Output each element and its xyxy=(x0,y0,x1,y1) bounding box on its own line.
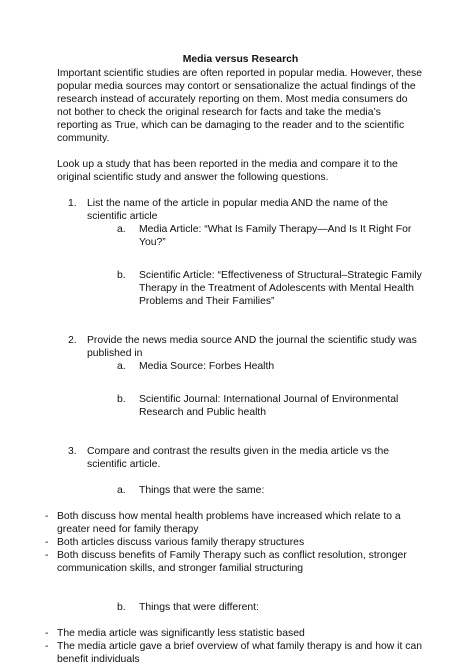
list-item xyxy=(45,640,424,666)
answer-text: Things that were different: xyxy=(139,602,259,613)
question-1 xyxy=(57,197,424,308)
bullet: - xyxy=(45,550,49,561)
question-list xyxy=(57,197,424,497)
list-item-text: Both articles discuss various family therapy structures xyxy=(57,537,305,548)
list-item-text: Both discuss how mental health problems have increased which relate to a greater need for family therapy xyxy=(57,511,401,535)
bullet: - xyxy=(45,511,49,522)
answer-text: Media Article: “What Is Family Therapy—And Is It Right For You?” xyxy=(139,224,412,248)
answer-b xyxy=(87,601,424,614)
bullet: - xyxy=(45,628,49,639)
question-number: 2. xyxy=(68,335,77,346)
answer-a xyxy=(87,484,424,497)
answer-b xyxy=(87,393,424,419)
same-list xyxy=(45,510,424,575)
intro-paragraph: Important scientific studies are often reported in popular media. However, these popular media sources may contort or sensationalize the actual findings of the research instead of accurately reporting on them. Most media consumers do not bother to check the original research for facts and take the media’s reporting as True, which can be damaging to the reader and to the scientific community. xyxy=(57,68,423,144)
answer-letter: a. xyxy=(117,361,126,372)
question-number: 1. xyxy=(68,198,77,209)
question-3 xyxy=(57,445,424,497)
question-text: Provide the news media source AND the journal the scientific study was published in xyxy=(87,335,417,359)
answer-text: Media Source: Forbes Health xyxy=(139,361,275,372)
answer-text: Scientific Journal: International Journal of Environmental Research and Public health xyxy=(139,394,399,418)
question-number: 3. xyxy=(68,446,77,457)
answer-text: Things that were the same: xyxy=(139,485,265,496)
list-item-text: The media article was significantly less statistic based xyxy=(57,628,305,639)
list-item xyxy=(45,549,424,575)
answer-letter: b. xyxy=(117,394,126,405)
bullet: - xyxy=(45,537,49,548)
bullet: - xyxy=(45,641,49,652)
question-text: Compare and contrast the results given in the media article vs the scientific article. xyxy=(87,446,390,470)
answer-text: Scientific Article: “Effectiveness of Structural–Strategic Family Therapy in the Treatment of Adolescents with Mental Health Problems and Their Families” xyxy=(139,270,422,307)
answer-b xyxy=(87,269,424,308)
instructions-paragraph: Look up a study that has been reported in the media and compare it to the original scientific study and answer the following questions. xyxy=(57,159,398,183)
answer-letter: b. xyxy=(117,270,126,281)
answer-letter: b. xyxy=(117,602,126,613)
list-item xyxy=(45,510,424,536)
answer-a xyxy=(87,223,424,249)
answer-a xyxy=(87,360,424,373)
page-title: Media versus Research xyxy=(182,54,299,65)
different-list xyxy=(45,627,424,666)
answer-letter: a. xyxy=(117,485,126,496)
list-item xyxy=(45,627,424,640)
list-item xyxy=(45,536,424,549)
question-text: List the name of the article in popular media AND the name of the scientific article xyxy=(87,198,388,222)
answer-letter: a. xyxy=(117,224,126,235)
question-2 xyxy=(57,334,424,419)
list-item-text: Both discuss benefits of Family Therapy such as conflict resolution, stronger communication skills, and stronger familial structuring xyxy=(57,550,407,574)
list-item-text: The media article gave a brief overview of what family therapy is and how it can benefit individuals xyxy=(57,641,423,665)
